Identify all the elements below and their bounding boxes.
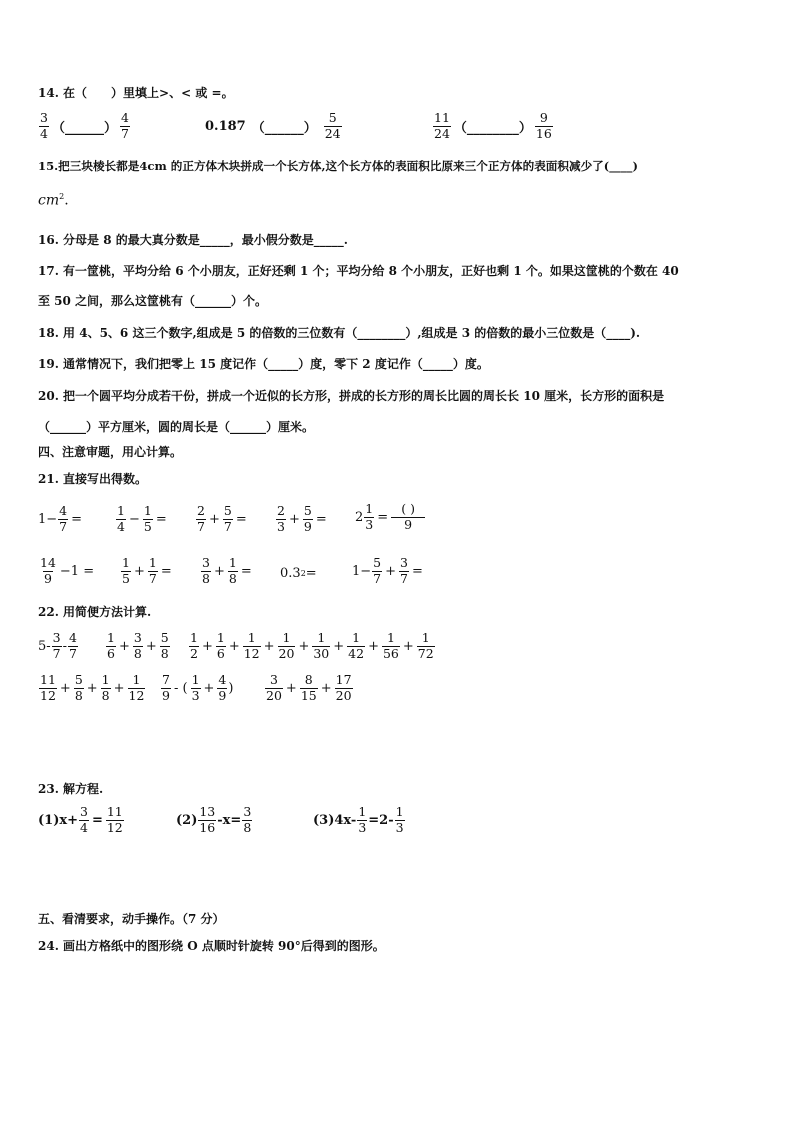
q21-expr: 1− $\frac{5}{7}$ + $\frac{3}{7}$ = bbox=[352, 555, 423, 586]
q15-text: 15.把三块棱长都是4cm 的正方体木块拼成一个长方体,这个长方体的表面积比原来三个正方体的表面积减少了(____) bbox=[38, 159, 638, 173]
answer-blank[interactable]: （________） bbox=[453, 120, 532, 136]
q21-expr: $\frac{2}{7}$ + $\frac{5}{7}$ = bbox=[197, 503, 247, 534]
q19-text: 19. 通常情况下，我们把零上 15 度记作（_____）度，零下 2 度记作（_____）度。 bbox=[38, 357, 489, 371]
q21-expr: $\frac{2}{3}$ + $\frac{5}{9}$ = bbox=[277, 503, 327, 534]
q22-expr6: $\frac{3}{20}$ + $\frac{8}{15}$ + $\frac{17}{20}$ bbox=[266, 672, 352, 703]
q23-equation3: (3)4x- $\frac{1}{3}$ =2- $\frac{1}{3}$ bbox=[313, 804, 404, 835]
q21-expr: $\frac{14}{9}$ −1 = bbox=[40, 555, 95, 586]
q15-unit: $cm^2$. bbox=[38, 192, 69, 209]
q18-text: 18. 用 4、5、6 这三个数字,组成是 5 的倍数的三位数有（________）,组成是 3 的倍数的最小三位数是（____). bbox=[38, 326, 641, 340]
q20-line2: （______）平方厘米，圆的周长是（______）厘米。 bbox=[38, 420, 315, 434]
q21-expr: $\frac{1}{5}$ + $\frac{1}{7}$ = bbox=[122, 555, 172, 586]
q21-expr: $\frac{3}{8}$ + $\frac{1}{8}$ = bbox=[202, 555, 252, 586]
q22-expr5: $\frac{7}{9}$ - ( $\frac{1}{3}$ + $\frac{4}{9}$ ) bbox=[162, 672, 234, 703]
fraction: $\frac{4}{7}$ bbox=[120, 110, 129, 141]
q21-expr: 1− $\frac{4}{7}$ = bbox=[38, 503, 83, 534]
q17-line2: 至 50 之间，那么这筐桃有（______）个。 bbox=[38, 294, 268, 308]
q21-title: 21. 直接写出得数。 bbox=[38, 472, 148, 486]
q23-equation1: (1)x+ $\frac{3}{4}$ = $\frac{11}{12}$ bbox=[38, 804, 123, 835]
q22-expr4: $\frac{11}{12}$ + $\frac{5}{8}$ + $\frac{1}{8}$ + $\frac{1}{12}$ bbox=[40, 672, 145, 703]
q24-text: 24. 画出方格纸中的图形绕 O 点顺时针旋转 90°后得到的图形。 bbox=[38, 939, 385, 953]
q17-line1: 17. 有一筐桃，平均分给 6 个小朋友，正好还剩 1 个；平均分给 8 个小朋友，正好也剩 1 个。如果这筐桃的个数在 40 bbox=[38, 264, 679, 278]
fraction: $\frac{3}{4}$ bbox=[40, 110, 48, 141]
q22-expr1: 5- $\frac{3}{7}$ - $\frac{4}{7}$ bbox=[38, 630, 77, 661]
q16-text: 16. 分母是 8 的最大真分数是_____，最小假分数是_____. bbox=[38, 233, 348, 247]
answer-blank[interactable]: （______） bbox=[251, 120, 317, 136]
q22-expr3: $\frac{1}{2}$ + $\frac{1}{6}$ + $\frac{1}{12}$ + $\frac{1}{20}$ + $\frac{1}{30}$ + $\frac{1}{42}$ + $\frac{1}{56}$ + $\frac{1}{72}$ bbox=[190, 630, 434, 661]
answer-blank[interactable]: （______） bbox=[51, 120, 117, 136]
fraction: $\frac{11}{24}$ bbox=[434, 110, 450, 141]
section-5-heading: 五、看清要求，动手操作。（7 分） bbox=[38, 912, 225, 926]
q21-expr: $\frac{1}{4}$ − $\frac{1}{5}$ = bbox=[117, 503, 167, 534]
q14-item3 bbox=[432, 112, 554, 140]
q22-title: 22. 用简便方法计算. bbox=[38, 605, 152, 619]
q23-title: 23. 解方程. bbox=[38, 782, 104, 796]
q21-expr-mixed: 2 $\frac{1}{3}$ = $\frac{( )}{9}$ bbox=[355, 503, 426, 531]
answer-blank[interactable]: $\frac{( )}{9}$ bbox=[391, 503, 425, 531]
fraction: $\frac{5}{24}$ bbox=[324, 110, 341, 141]
q20-line1: 20. 把一个圆平均分成若干份，拼成一个近似的长方形，拼成的长方形的周长比圆的周长长 10 厘米，长方形的面积是 bbox=[38, 389, 665, 403]
q14-text: 14. 在（ ）里填上>、< 或 =。 bbox=[38, 86, 234, 100]
q14-item2: 0.187 （______） $\frac{5}{24}$ bbox=[205, 110, 341, 141]
q23-equation2: (2) $\frac{13}{16}$ -x= $\frac{3}{8}$ bbox=[176, 804, 252, 835]
fraction: $\frac{9}{16}$ bbox=[535, 110, 552, 141]
q22-expr2: $\frac{1}{6}$ + $\frac{3}{8}$ + $\frac{5}{8}$ bbox=[107, 630, 169, 661]
section-4-heading: 四、注意审题，用心计算。 bbox=[38, 445, 183, 459]
q21-expr-power: 0.3 2 = bbox=[280, 566, 317, 581]
q14-item1 bbox=[38, 112, 131, 140]
